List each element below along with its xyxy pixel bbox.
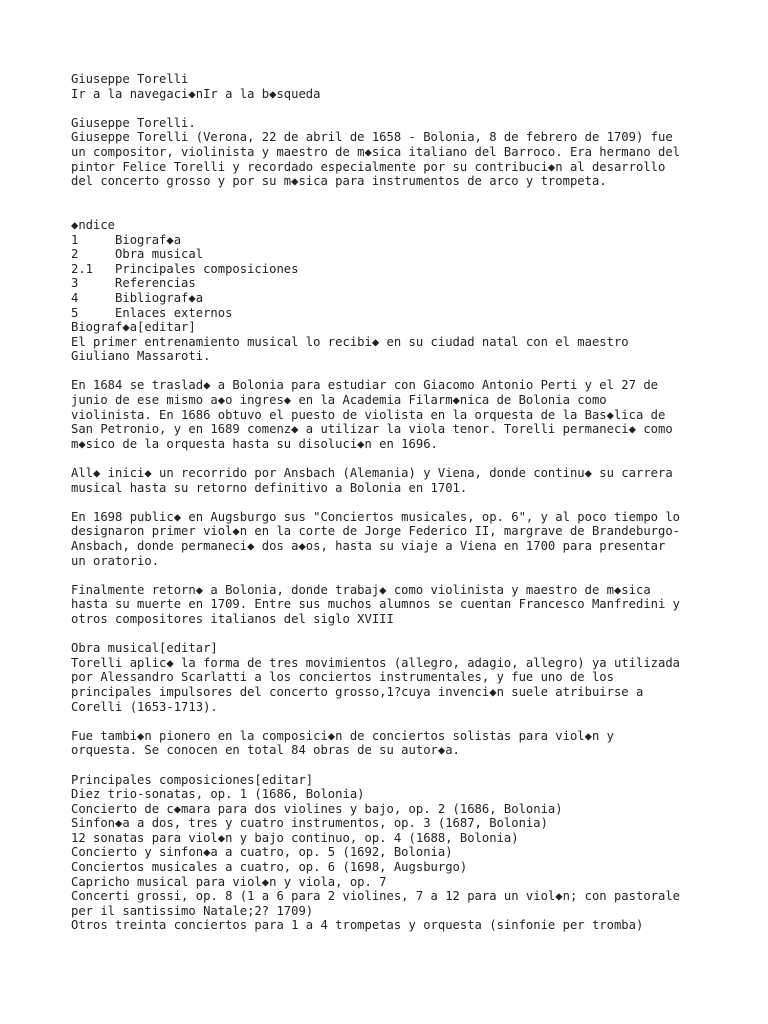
- text-line: Finalmente retorn◆ a Bolonia, donde trabaj◆ como violinista y maestro de m◆sica: [71, 582, 651, 597]
- text-line: All◆ inici◆ un recorrido por Ansbach (Alemania) y Viena, donde continu◆ su carrera: [71, 466, 673, 481]
- text-line: pintor Felice Torelli y recordado especialmente por su contribuci◆n al desarrollo: [71, 159, 666, 174]
- toc-item: 4 Bibliograf◆a: [71, 290, 204, 305]
- toc-item: 1 Biograf◆a: [71, 232, 182, 247]
- text-line: San Petronio, y en 1689 comenz◆ a utilizar la viola tenor. Torelli permaneci◆ como: [71, 422, 673, 437]
- list-item: Concierto de c◆mara para dos violines y bajo, op. 2 (1686, Bolonia): [71, 801, 563, 816]
- section-principales-composiciones: [71, 773, 748, 934]
- text-line: Corelli (1653-1713).: [71, 699, 218, 714]
- list-item: 12 sonatas para viol◆n y bajo continuo, op. 4 (1688, Bolonia): [71, 830, 519, 845]
- section-heading: Obra musical[editar]: [71, 641, 218, 656]
- list-item: Concierto y sinfon◆a a cuatro, op. 5 (1692, Bolonia): [71, 845, 453, 860]
- text-line: otros compositores italianos del siglo XVIII: [71, 611, 394, 626]
- section-obra-musical: [71, 641, 748, 758]
- text-line: un compositor, violinista y maestro de m◆sica italiano del Barroco. Era hermano del: [71, 144, 681, 159]
- toc-heading: ◆ndice: [71, 217, 116, 232]
- navigation-links-text: Ir a la navegaci◆nIr a la b◆squeda: [71, 86, 321, 101]
- list-item: Concerti grossi, op. 8 (1 a 6 para 2 violines, 7 a 12 para un viol◆n; con pastorale: [71, 889, 681, 904]
- text-line: junio de ese mismo a◆o ingres◆ en la Academia Filarm◆nica de Bolonia como: [71, 393, 607, 408]
- list-item: Otros treinta conciertos para 1 a 4 trompetas y orquesta (sinfonie per tromba): [71, 918, 644, 933]
- text-line: Ansbach, donde permaneci◆ dos a◆os, hasta su viaje a Viena en 1700 para presentar: [71, 539, 666, 553]
- text-line: Giuseppe Torelli (Verona, 22 de abril de 1658 - Bolonia, 8 de febrero de 1709) fue: [71, 130, 673, 145]
- text-line: del concerto grosso y por su m◆sica para instrumentos de arco y trompeta.: [71, 174, 607, 189]
- text-line: designaron primer viol◆n en la corte de Jorge Federico II, margrave de Brandeburgo-: [71, 524, 681, 539]
- text-line: Fue tambi◆n pionero en la composici◆n de conciertos solistas para viol◆n y: [71, 728, 614, 743]
- text-line: Giuliano Massaroti.: [71, 349, 211, 364]
- text-line: hasta su muerte en 1709. Entre sus muchos alumnos se cuentan Francesco Manfredini y: [71, 597, 681, 612]
- list-item: Diez trio-sonatas, op. 1 (1686, Bolonia): [71, 787, 365, 802]
- list-item: Conciertos musicales a cuatro, op. 6 (1698, Augsburgo): [71, 860, 468, 875]
- image-caption: Giuseppe Torelli.: [71, 115, 196, 130]
- document-title: Giuseppe Torelli: [71, 72, 189, 86]
- text-line: El primer entrenamiento musical lo recibi◆ en su ciudad natal con el maestro: [71, 334, 629, 349]
- intro-paragraph: [71, 130, 748, 188]
- text-line: violinista. En 1686 obtuvo el puesto de violista en la orquesta de la Bas◆lica de: [71, 407, 666, 422]
- text-line: m◆sico de la orquesta hasta su disoluci◆n en 1696.: [71, 436, 438, 451]
- text-line: principales impulsores del concerto grosso,1?cuya invenci◆n suele atribuirse a: [71, 684, 644, 699]
- toc-item: 5 Enlaces externos: [71, 305, 233, 320]
- section-biografia: [71, 320, 748, 626]
- text-line: por Alessandro Scarlatti a los conciertos instrumentales, y fue uno de los: [71, 670, 614, 685]
- table-of-contents: [71, 218, 748, 320]
- text-line: orquesta. Se conocen en total 84 obras de su autor◆a.: [71, 743, 460, 758]
- text-line: En 1684 se traslad◆ a Bolonia para estudiar con Giacomo Antonio Perti y el 27 de: [71, 378, 658, 393]
- list-item: Capricho musical para viol◆n y viola, op. 7: [71, 874, 387, 889]
- toc-item: 2 Obra musical: [71, 247, 204, 262]
- text-line: musical hasta su retorno definitivo a Bolonia en 1701.: [71, 480, 468, 495]
- list-item: Sinfon◆a a dos, tres y cuatro instrumentos, op. 3 (1687, Bolonia): [71, 816, 548, 831]
- section-heading: Biograf◆a[editar]: [71, 320, 196, 335]
- toc-item: 2.1 Principales composiciones: [71, 261, 299, 276]
- list-item: per il santissimo Natale;2? 1709): [71, 903, 314, 918]
- text-line: un oratorio.: [71, 553, 160, 568]
- toc-item: 3 Referencias: [71, 276, 196, 291]
- text-line: Torelli aplic◆ la forma de tres movimientos (allegro, adagio, allegro) ya utilizada: [71, 655, 681, 670]
- text-line: En 1698 public◆ en Augsburgo sus "Conciertos musicales, op. 6", y al poco tiempo lo: [71, 509, 681, 524]
- section-heading: Principales composiciones[editar]: [71, 772, 314, 787]
